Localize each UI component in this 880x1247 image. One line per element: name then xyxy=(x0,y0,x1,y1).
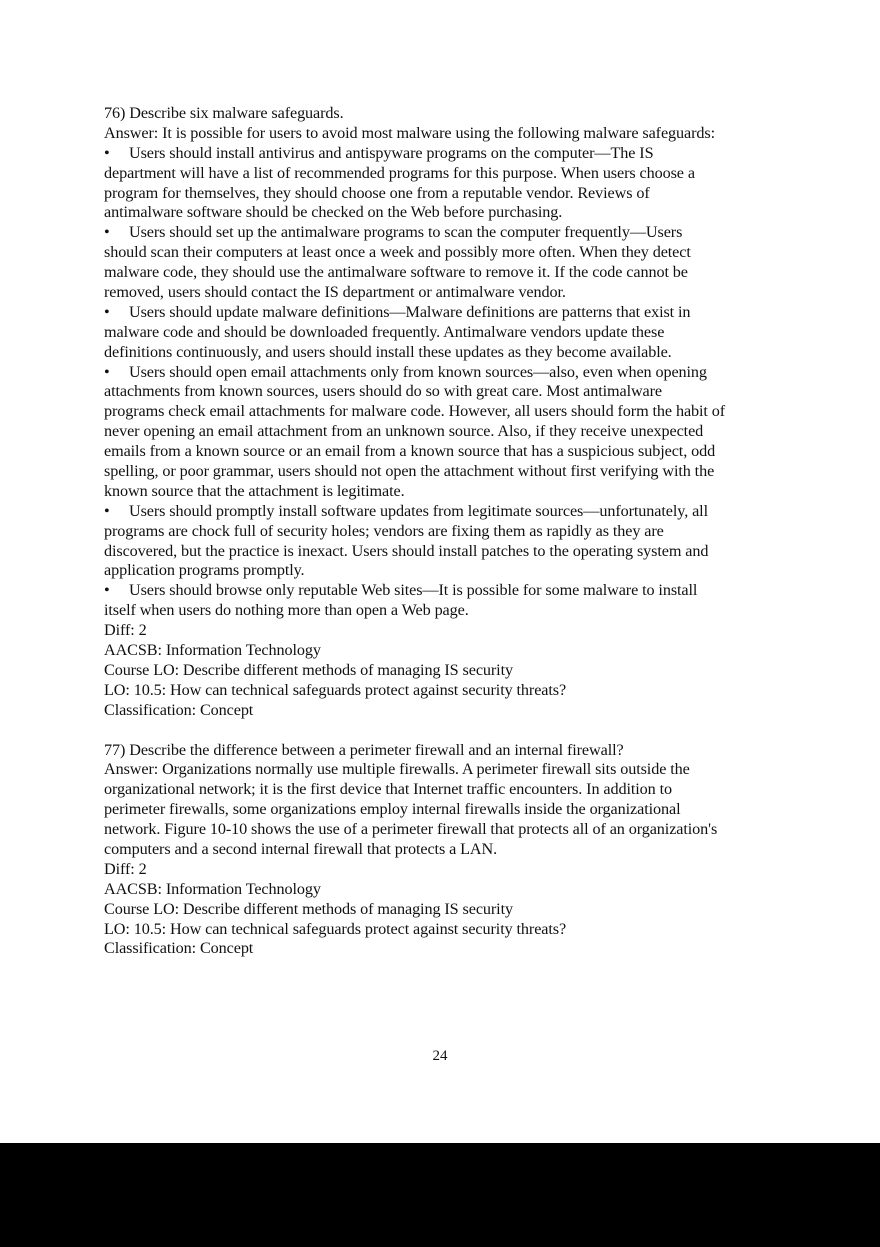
answer-line xyxy=(104,800,794,820)
bullet-item xyxy=(104,303,794,323)
bullet-icon: • xyxy=(104,362,110,381)
line-text: Users should promptly install software updates from legitimate sources—unfortunately, all xyxy=(129,501,708,520)
course-lo-label: Course LO: Describe different methods of managing IS security xyxy=(104,899,513,918)
answer-block xyxy=(104,760,794,859)
spacer xyxy=(104,721,794,741)
line-text: Users should browse only reputable Web sites—It is possible for some malware to install xyxy=(129,581,698,600)
classification-label: Classification: Concept xyxy=(104,939,254,958)
line-text: Users should update malware definitions—Malware definitions are patterns that exist in xyxy=(129,302,691,321)
answer-line xyxy=(104,422,794,442)
line-text: malware code, they should use the antimalware software to remove it. If the code cannot be xyxy=(104,263,688,282)
line-text: malware code and should be downloaded frequently. Antimalware vendors update these xyxy=(104,322,665,341)
line-text: itself when users do nothing more than open a Web page. xyxy=(104,601,469,620)
bullet-item xyxy=(104,144,794,164)
answer-line xyxy=(104,482,794,502)
aacsb-label: AACSB: Information Technology xyxy=(104,879,321,898)
answer-line xyxy=(104,601,794,621)
answer-line xyxy=(104,124,794,144)
question-title: 76) Describe six malware safeguards. xyxy=(104,104,344,122)
bullet-item xyxy=(104,581,794,601)
line-text: removed, users should contact the IS department or antimalware vendor. xyxy=(104,283,566,302)
line-text: Answer: Organizations normally use multiple firewalls. A perimeter firewall sits outside the xyxy=(104,760,690,779)
diff-label: Diff: 2 xyxy=(104,621,147,640)
line-text: organizational network; it is the first device that Internet traffic encounters. In addition to xyxy=(104,780,672,799)
answer-line xyxy=(104,462,794,482)
line-text: spelling, or poor grammar, users should not open the attachment without first verifying with the xyxy=(104,462,715,481)
line-text: should scan their computers at least once a week and possibly more often. When they detect xyxy=(104,243,691,262)
bullet-item xyxy=(104,502,794,522)
question-76 xyxy=(104,104,794,721)
page-content xyxy=(104,104,794,959)
bullet-icon: • xyxy=(104,581,110,600)
line-text: programs check email attachments for malware code. However, all users should form the habit of xyxy=(104,402,726,421)
answer-line xyxy=(104,203,794,223)
line-text: emails from a known source or an email from a known source that has a suspicious subject, odd xyxy=(104,442,716,461)
line-text: antimalware software should be checked on the Web before purchasing. xyxy=(104,203,563,222)
line-text: programs are chock full of security holes; vendors are fixing them as rapidly as they are xyxy=(104,521,664,540)
bullet-item xyxy=(104,223,794,243)
bullet-icon: • xyxy=(104,501,110,520)
line-text: computers and a second internal firewall that protects a LAN. xyxy=(104,839,498,858)
line-text: Users should set up the antimalware programs to scan the computer frequently—Users xyxy=(129,223,683,242)
line-text: perimeter firewalls, some organizations employ internal firewalls inside the organizational xyxy=(104,800,681,819)
line-text: Users should install antivirus and antispyware programs on the computer—The IS xyxy=(129,143,654,162)
course-lo-label: Course LO: Describe different methods of managing IS security xyxy=(104,660,513,679)
answer-line xyxy=(104,442,794,462)
answer-block xyxy=(104,124,794,621)
line-text: attachments from known sources, users should do so with great care. Most antimalware xyxy=(104,382,663,401)
line-text: never opening an email attachment from an unknown source. Also, if they receive unexpected xyxy=(104,422,704,441)
answer-line xyxy=(104,382,794,402)
bullet-icon: • xyxy=(104,143,110,162)
answer-line xyxy=(104,561,794,581)
answer-line xyxy=(104,184,794,204)
diff-label: Diff: 2 xyxy=(104,859,147,878)
answer-line xyxy=(104,760,794,780)
question-77 xyxy=(104,741,794,960)
answer-line xyxy=(104,522,794,542)
answer-line xyxy=(104,283,794,303)
answer-line xyxy=(104,343,794,363)
page-number: 24 xyxy=(432,1048,448,1064)
answer-line xyxy=(104,402,794,422)
classification-label: Classification: Concept xyxy=(104,700,254,719)
answer-line xyxy=(104,780,794,800)
black-bottom-area xyxy=(0,1143,880,1247)
line-text: network. Figure 10-10 shows the use of a perimeter firewall that protects all of an organization's xyxy=(104,820,718,839)
answer-line xyxy=(104,840,794,860)
line-text: program for themselves, they should choose one from a reputable vendor. Reviews of xyxy=(104,183,650,202)
line-text: known source that the attachment is legitimate. xyxy=(104,481,405,500)
answer-line xyxy=(104,263,794,283)
line-text: application programs promptly. xyxy=(104,561,305,580)
line-text: discovered, but the practice is inexact. Users should install patches to the operating system and xyxy=(104,541,709,560)
answer-line xyxy=(104,820,794,840)
line-text: Answer: It is possible for users to avoid most malware using the following malware safeguards: xyxy=(104,123,715,142)
bullet-item xyxy=(104,363,794,383)
lo-label: LO: 10.5: How can technical safeguards protect against security threats? xyxy=(104,680,567,699)
line-text: department will have a list of recommended programs for this purpose. When users choose a xyxy=(104,163,695,182)
line-text: Users should open email attachments only from known sources—also, even when opening xyxy=(129,362,707,381)
answer-line xyxy=(104,243,794,263)
answer-line xyxy=(104,164,794,184)
aacsb-label: AACSB: Information Technology xyxy=(104,641,321,660)
bullet-icon: • xyxy=(104,302,110,321)
bullet-icon: • xyxy=(104,223,110,242)
answer-line xyxy=(104,323,794,343)
lo-label: LO: 10.5: How can technical safeguards protect against security threats? xyxy=(104,919,567,938)
line-text: definitions continuously, and users should install these updates as they become available. xyxy=(104,342,672,361)
question-title: 77) Describe the difference between a perimeter firewall and an internal firewall? xyxy=(104,740,624,759)
answer-line xyxy=(104,542,794,562)
